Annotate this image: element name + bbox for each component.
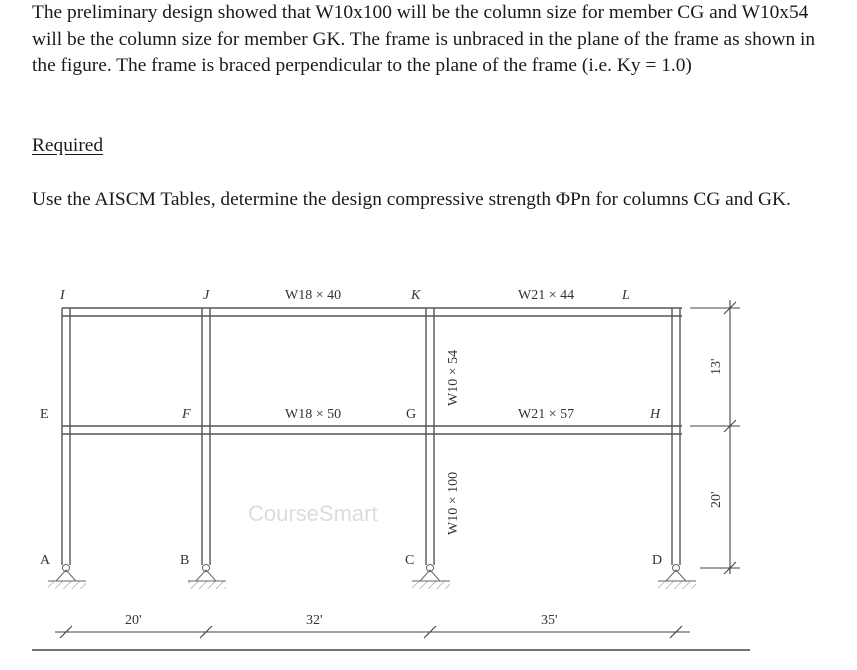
watermark: CourseSmart: [248, 501, 378, 526]
column-label-lower: W10 × 100: [446, 471, 461, 535]
joint-label-F: F: [182, 407, 191, 422]
roof-beam: [62, 308, 682, 316]
beam-label-floor-left: W18 × 50: [285, 407, 342, 422]
joint-label-D: D: [652, 553, 663, 568]
beam-label-floor-right: W21 × 57: [518, 407, 575, 422]
joint-label-A: A: [40, 553, 51, 568]
span-dimension-2: 32': [306, 613, 323, 628]
height-dimension-upper: 13': [709, 358, 724, 375]
required-heading: Required: [32, 135, 104, 156]
joint-label-H: H: [650, 407, 661, 422]
joint-label-E: E: [40, 407, 49, 422]
joint-label-L: L: [622, 288, 630, 303]
span-dimension-1: 20': [125, 613, 142, 628]
support-D: [658, 565, 696, 590]
joint-label-K: K: [411, 288, 421, 303]
joint-label-G: G: [406, 407, 417, 422]
support-A: [48, 565, 86, 590]
joint-label-I: I: [60, 288, 65, 303]
height-dimension-lower: 20': [709, 491, 724, 508]
task-statement: Use the AISCM Tables, determine the design compressive strength ΦPn for columns CG and GK.: [32, 189, 791, 210]
span-dimension-line: [55, 626, 690, 638]
column-C-K: [426, 308, 434, 565]
column-A-I: [62, 308, 70, 565]
beam-label-roof-right: W21 × 44: [518, 288, 575, 303]
column-D-L: [672, 308, 680, 565]
problem-statement: The preliminary design showed that W10x100 will be the column size for member CG and W10x54 will be the column size for member GK. The frame is unbraced in the plane of the frame as shown in the figure. The frame is braced perpendicular to the plane of the frame (i.e. Ky = 1.0): [32, 2, 816, 76]
joint-label-C: C: [405, 553, 415, 568]
column-B-J: [202, 308, 210, 565]
beam-label-roof-left: W18 × 40: [285, 288, 342, 303]
floor-beam: [62, 426, 682, 434]
support-B: [188, 565, 226, 590]
height-dimension-line: [690, 300, 740, 574]
joint-label-B: B: [180, 553, 190, 568]
frame-figure: [0, 270, 857, 670]
joint-label-J: J: [203, 288, 210, 303]
support-C: [412, 565, 450, 590]
column-label-upper: W10 × 54: [446, 349, 461, 406]
span-dimension-3: 35': [541, 613, 558, 628]
